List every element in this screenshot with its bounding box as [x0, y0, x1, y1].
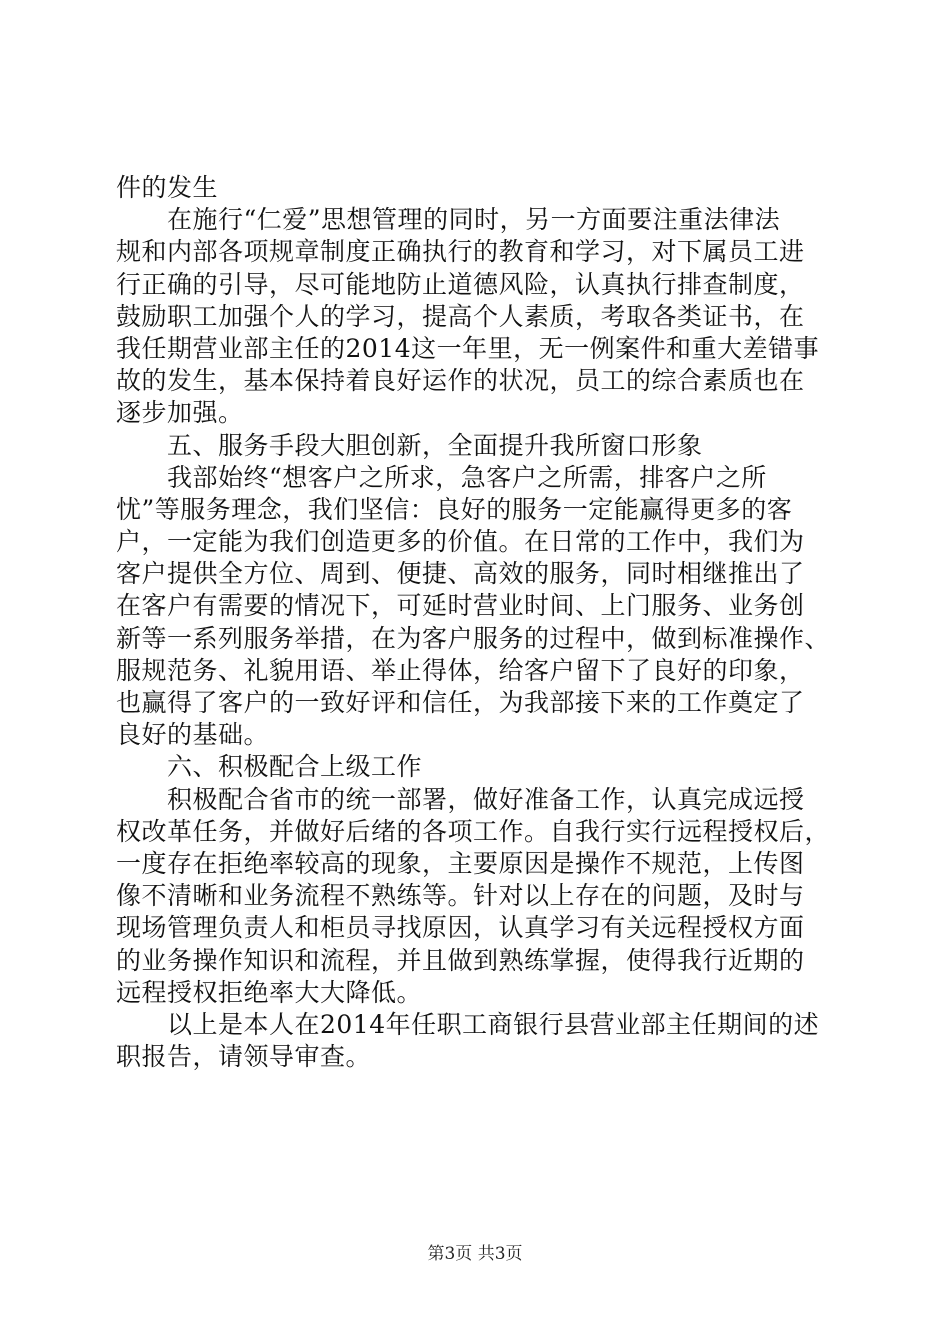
text-line: 行正确的引导，尽可能地防止道德风险，认真执行排查制度，: [116, 269, 805, 299]
document-body: [116, 172, 836, 1073]
text-line: 以上是本人在2014年任职工商银行县营业部主任期间的述: [116, 1009, 820, 1039]
text-line: 良好的基础。: [116, 720, 270, 750]
text-line: 在施行“仁爱”思想管理的同时，另一方面要注重法律法: [116, 205, 781, 235]
text-line: 新等一系列服务举措，在为客户服务的过程中，做到标准操作、: [116, 623, 831, 653]
text-line: 权改革任务，并做好后绪的各项工作。自我行实行远程授权后，: [116, 816, 831, 846]
text-line: 服规范务、礼貌用语、举止得体，给客户留下了良好的印象，: [116, 655, 805, 685]
text-line: 现场管理负责人和柜员寻找原因，认真学习有关远程授权方面: [116, 913, 805, 943]
text-line: 我部始终“想客户之所求，急客户之所需，排客户之所: [116, 462, 767, 492]
text-line: 我任期营业部主任的2014这一年里，无一例案件和重大差错事: [116, 333, 820, 363]
page-footer: [0, 1244, 950, 1264]
text-line: 件的发生: [116, 173, 219, 202]
section-heading: 五、服务手段大胆创新，全面提升我所窗口形象: [116, 430, 703, 460]
text-line: 户，一定能为我们创造更多的价值。在日常的工作中，我们为: [116, 527, 805, 557]
text-line: 规和内部各项规章制度正确执行的教育和学习，对下属员工进: [116, 237, 805, 267]
text-line: 在客户有需要的情况下，可延时营业时间、上门服务、业务创: [116, 591, 805, 621]
text-line: 客户提供全方位、周到、便捷、高效的服务，同时相继推出了: [116, 559, 805, 589]
text-line: 的业务操作知识和流程，并且做到熟练掌握，使得我行近期的: [116, 945, 805, 975]
page-number: 第3页 共3页: [427, 1244, 523, 1264]
text-line: 忧”等服务理念，我们坚信：良好的服务一定能赢得更多的客: [116, 494, 793, 524]
text-line: 故的发生，基本保持着良好运作的状况，员工的综合素质也在: [116, 366, 805, 396]
text-line: 一度存在拒绝率较高的现象，主要原因是操作不规范，上传图: [116, 848, 805, 878]
text-line: 职报告，请领导审查。: [116, 1042, 372, 1072]
section-heading: 六、积极配合上级工作: [116, 752, 423, 782]
text-line: 逐步加强。: [116, 398, 244, 428]
text-line: 积极配合省市的统一部署，做好准备工作，认真完成远授: [116, 784, 805, 814]
text-line: 远程授权拒绝率大大降低。: [116, 977, 423, 1007]
text-line: 像不清晰和业务流程不熟练等。针对以上存在的问题，及时与: [116, 881, 805, 911]
text-line: 也赢得了客户的一致好评和信任，为我部接下来的工作奠定了: [116, 688, 805, 717]
text-line: 鼓励职工加强个人的学习，提高个人素质，考取各类证书，在: [116, 301, 805, 331]
